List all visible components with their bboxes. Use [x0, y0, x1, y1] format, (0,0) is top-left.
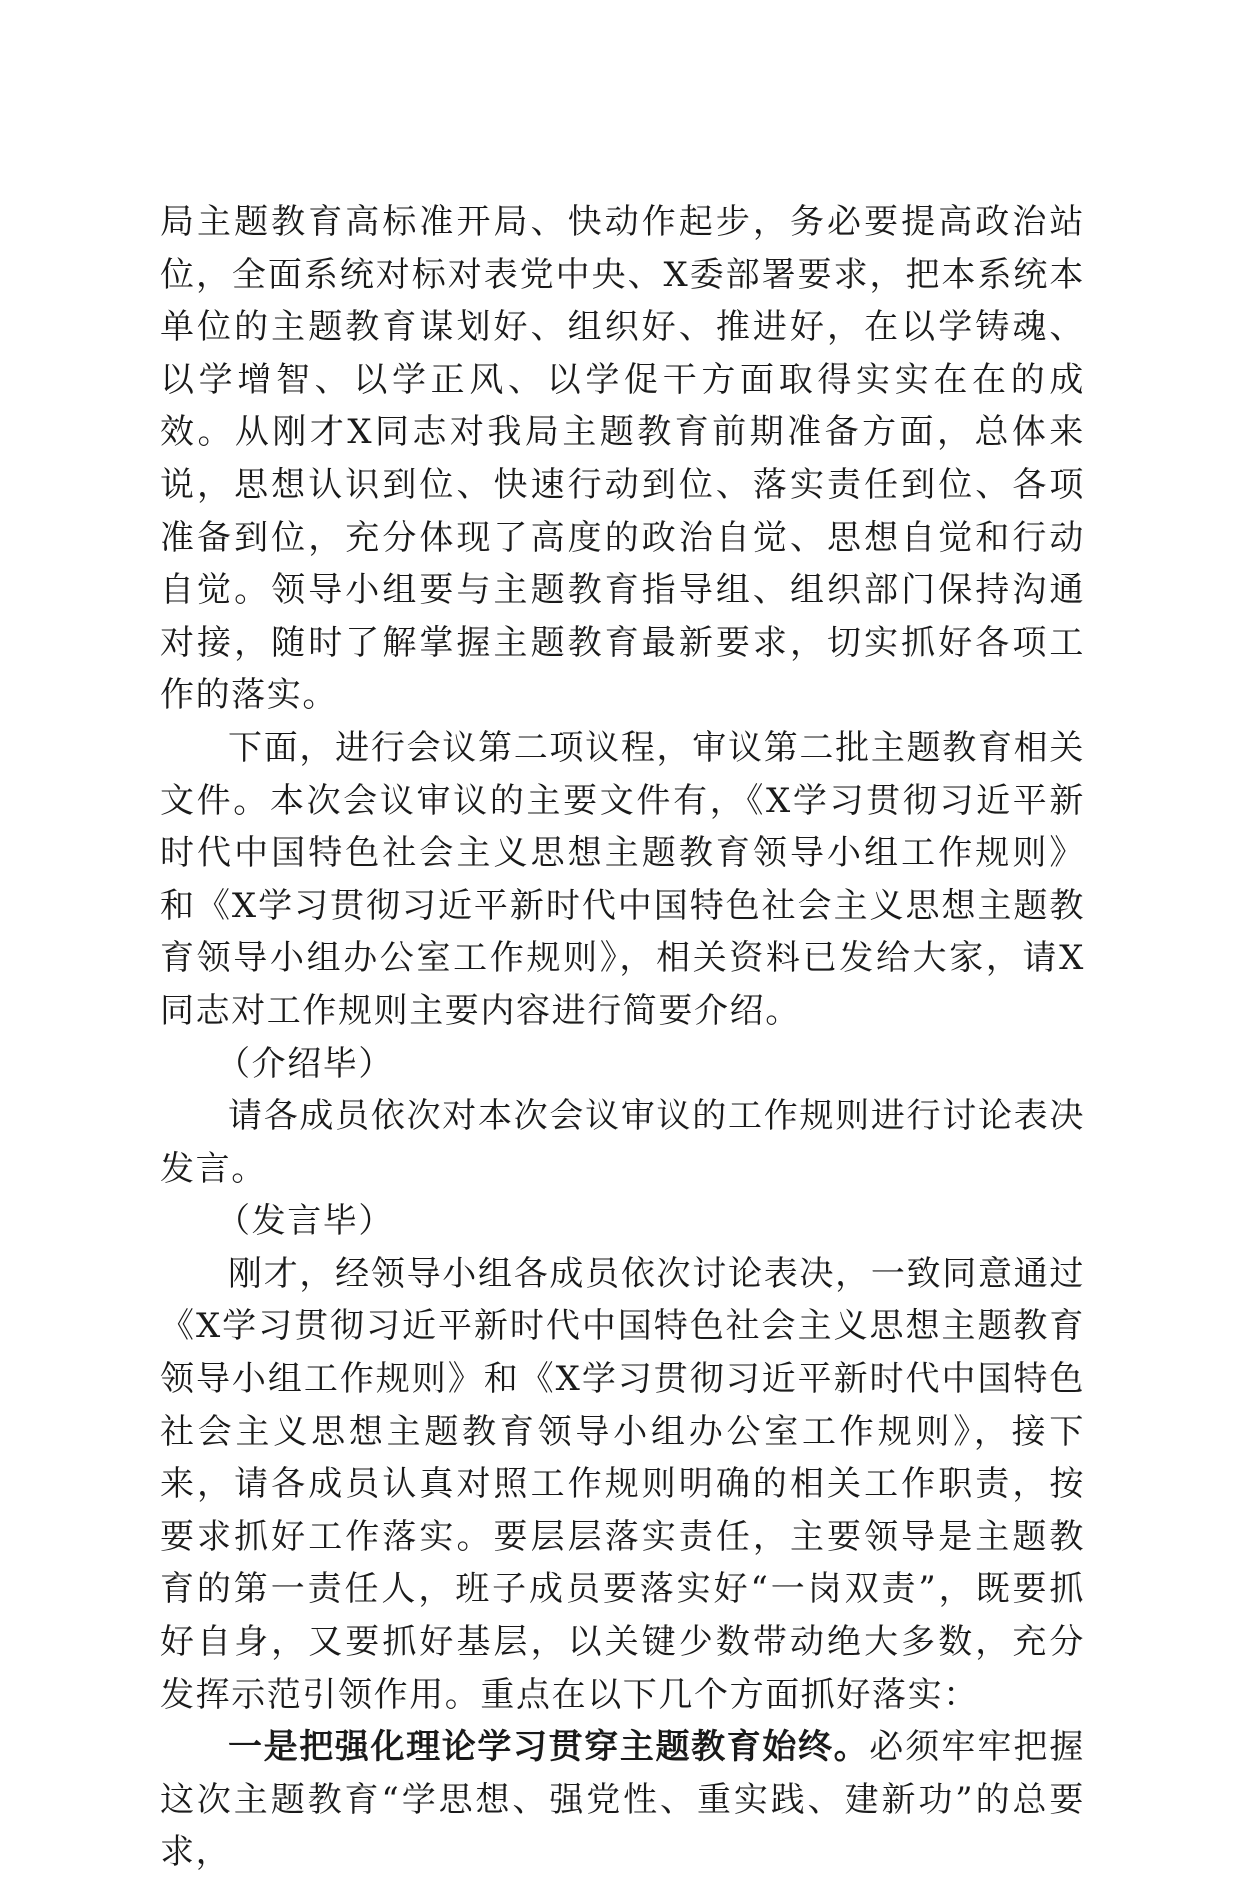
paragraph-agenda-item-two: 下面，进行会议第二项议程，审议第二批主题教育相关文件。本次会议审议的主要文件有，《X学习贯彻习近平新时代中国特色社会主义思想主题教育领导小组工作规则》和《X学习贯彻习近平新时代中国特色社会主义思想主题教育领导小组办公室工作规则》，相关资料已发给大家，请X同志对工作规则主要内容进行简要介绍。	[160, 727, 1085, 1031]
document-page	[160, 196, 1085, 1879]
paragraph-continuation: 局主题教育高标准开局、快动作起步，务必要提高政治站位，全面系统对标对表党中央、X委部署要求，把本系统本单位的主题教育谋划好、组织好、推进好，在以学铸魂、以学增智、以学正风、以学促干方面取得实实在在的成效。从刚才X同志对我局主题教育前期准备方面，总体来说，思想认识到位、快速行动到位、落实责任到位、各项准备到位，充分体现了高度的政治自觉、思想自觉和行动自觉。领导小组要与主题教育指导组、组织部门保持沟通对接，随时了解掌握主题教育最新要求，切实抓好各项工作的落实。	[160, 202, 1085, 716]
paragraph-point-one	[160, 1721, 1085, 1879]
paragraph-discussion-request: 请各成员依次对本次会议审议的工作规则进行讨论表决发言。	[160, 1096, 1085, 1189]
paragraph-resolution-passed: 刚才，经领导小组各成员依次讨论表决，一致同意通过《X学习贯彻习近平新时代中国特色社会主义思想主题教育领导小组工作规则》和《X学习贯彻习近平新时代中国特色社会主义思想主题教育领导小组办公室工作规则》，接下来，请各成员认真对照工作规则明确的相关工作职责，按要求抓好工作落实。要层层落实责任，主要领导是主题教育的第一责任人，班子成员要落实好“一岗双责”，既要抓好自身，又要抓好基层，以关键少数带动绝大多数，充分发挥示范引领作用。重点在以下几个方面抓好落实：	[160, 1253, 1085, 1715]
point-one-body: 必须牢牢把握这次主题教育“学思想、强党性、重实践、建新功”的总要求，	[160, 1727, 1085, 1873]
note-speeches-finished: （发言毕）	[216, 1201, 394, 1242]
note-introduction-finished: （介绍毕）	[216, 1043, 394, 1084]
point-one-heading: 一是把强化理论学习贯穿主题教育始终。	[228, 1727, 870, 1768]
